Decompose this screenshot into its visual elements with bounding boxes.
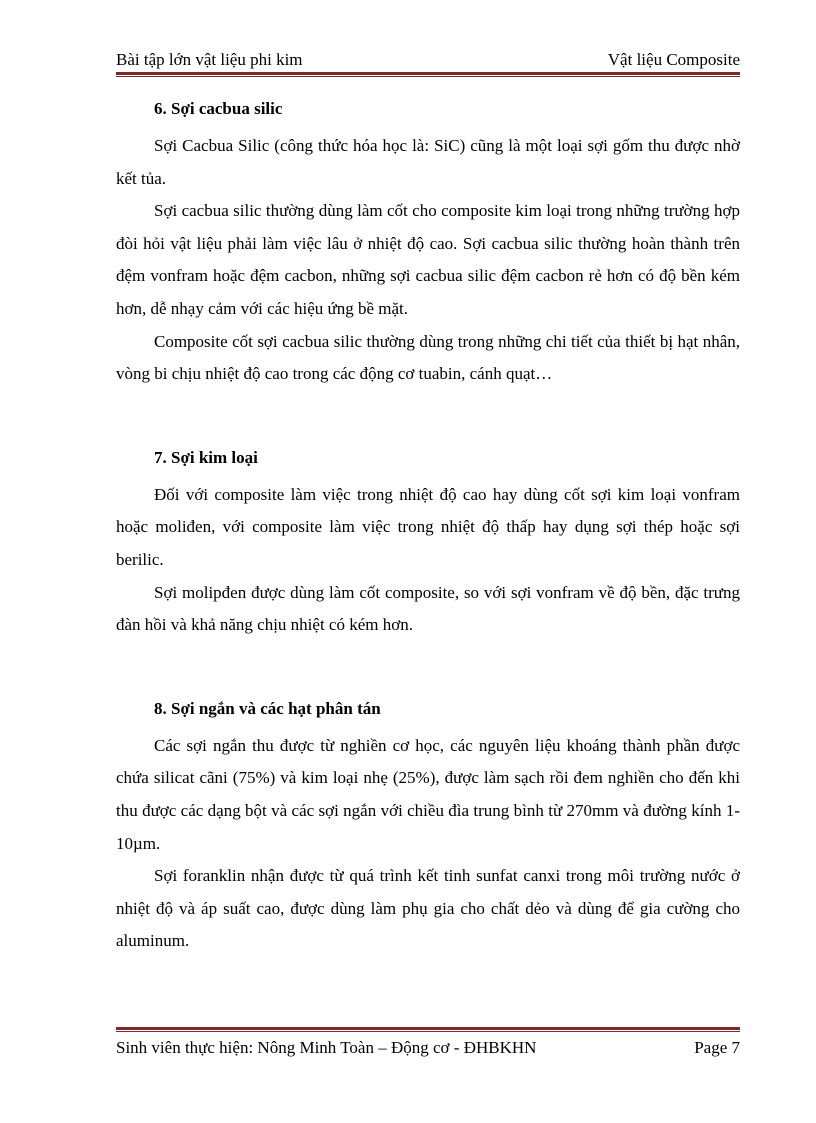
spacer — [116, 122, 740, 130]
document-body — [116, 96, 740, 958]
paragraph: Sợi Cacbua Silic (công thức hóa học là: SiC) cũng là một loại sợi gốm thu được nhờ kết tủa. — [116, 136, 740, 188]
paragraph: Sợi cacbua silic thường dùng làm cốt cho composite kim loại trong những trường hợp đòi hỏi vật liệu phải làm việc lâu ở nhiệt độ cao. Sợi cacbua silic thường hoàn thành trên đệm vonfram hoặc đệm cacbon, những sợi cacbua silic đệm cacbon rẻ hơn có độ bền kém hơn, dễ nhạy cảm với các hiệu ứng bề mặt. — [116, 201, 740, 318]
spacer — [116, 642, 740, 696]
footer-divider — [116, 1027, 740, 1032]
paragraph: Đối với composite làm việc trong nhiệt độ cao hay dùng cốt sợi kim loại vonfram hoặc moliđen, với composite làm việc trong nhiệt độ thấp hay dụng sợi thép hoặc sợi berilic. — [116, 484, 740, 569]
header-divider — [116, 72, 740, 77]
paragraph: Composite cốt sợi cacbua silic thường dùng trong những chi tiết của thiết bị hạt nhân, vòng bi chịu nhiệt độ cao trong các động cơ tuabin, cánh quạt… — [116, 331, 740, 384]
paragraph: Các sợi ngắn thu được từ nghiền cơ học, các nguyên liệu khoáng thành phần được chứa silicat cãni (75%) và kim loại nhẹ (25%), được làm sạch rồi đem nghiền cho đến khi thu được các dạng bột và các sợi ngắn với chiều đìa trung bình từ 270mm và đường kính 1-10µm. — [116, 735, 740, 853]
page-number: Page 7 — [694, 1038, 740, 1057]
spacer — [116, 471, 740, 479]
paragraph: Sợi foranklin nhận được từ quá trình kết tinh sunfat canxi trong môi trường nước ở nhiệt độ và áp suất cao, được dùng làm phụ gia cho chất dẻo và dùng để gia cường cho aluminum. — [116, 866, 740, 951]
spacer — [116, 722, 740, 730]
paragraph: Sợi molipđen được dùng làm cốt composite, so với sợi vonfram về độ bền, đặc trưng đàn hồi và khả năng chịu nhiệt có kém hơn. — [116, 582, 740, 635]
spacer — [116, 391, 740, 445]
page-footer — [116, 1037, 740, 1061]
header-document-title: Bài tập lớn vật liệu phi kim — [116, 50, 303, 69]
footer-author: Sinh viên thực hiện: Nông Minh Toàn – Động cơ - ĐHBKHN — [116, 1038, 537, 1057]
header-subject: Vật liệu Composite — [607, 50, 740, 69]
section-heading: 7. Sợi kim loại — [154, 447, 258, 467]
section-heading: 8. Sợi ngắn và các hạt phân tán — [154, 698, 381, 718]
page-header — [116, 49, 740, 73]
section-heading: 6. Sợi cacbua silic — [154, 99, 283, 118]
